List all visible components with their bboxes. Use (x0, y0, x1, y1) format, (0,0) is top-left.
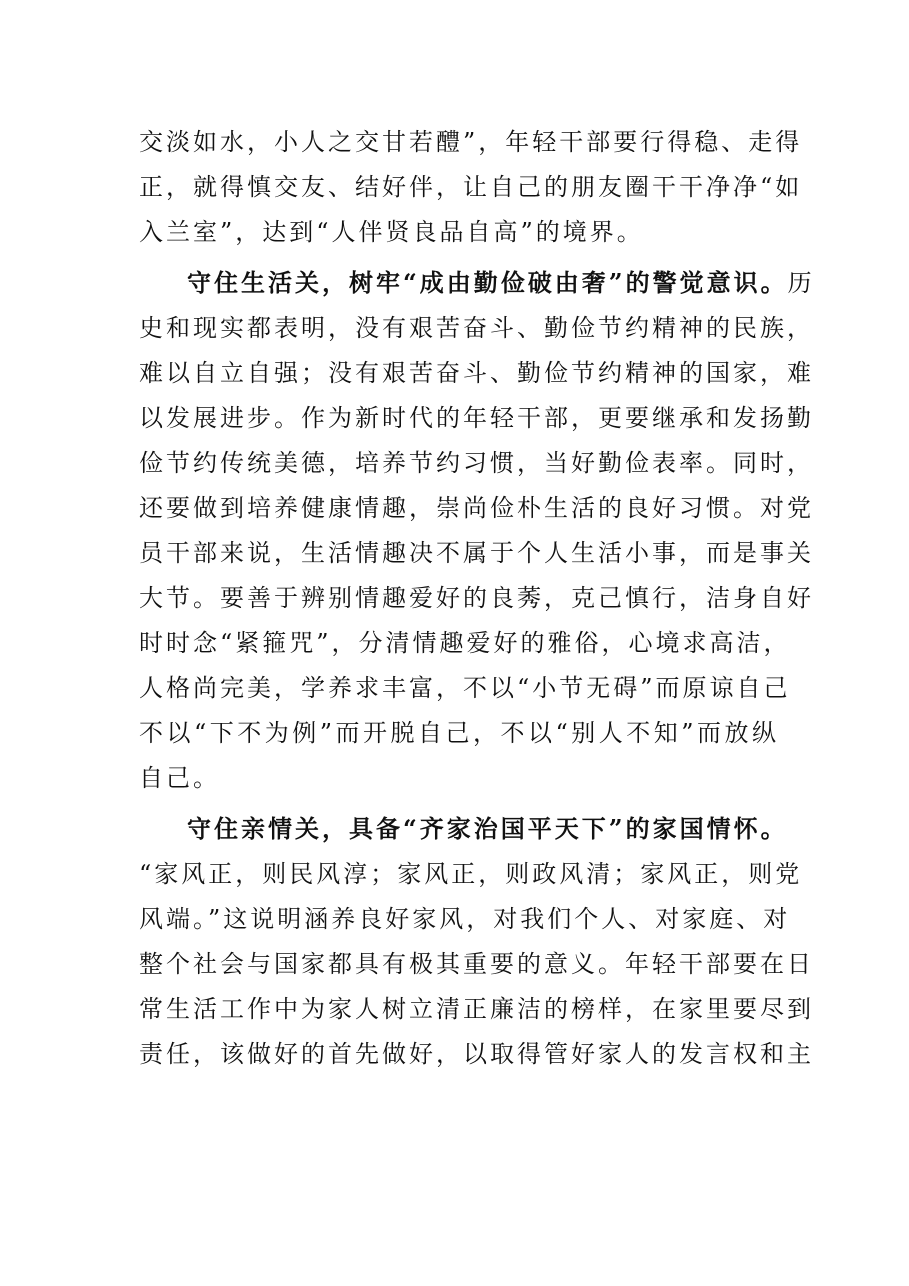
text-line: 员干部来说，生活情趣决不属于个人生活小事，而是事关 (139, 539, 814, 567)
heading-line (139, 263, 815, 303)
paragraph-1 (139, 122, 803, 252)
paragraph-2 (139, 263, 815, 798)
text-line: 正，就得慎交友、结好伴，让自己的朋友圈干干净净“如 (139, 173, 803, 201)
text-line: 交淡如水，小人之交甘若醴”，年轻干部要行得稳、走得 (139, 128, 803, 156)
document-body (139, 122, 815, 1079)
text-line: 不以“下不为例”而开脱自己，不以“别人不知”而放纵 (139, 719, 779, 747)
text-line: 时时念“紧箍咒”，分清情趣爱好的雅俗，心境求高洁， (139, 629, 791, 657)
section-heading-life: 守住生活关，树牢“成由勤俭破由奢”的警觉意识。 (187, 268, 788, 297)
text-line: “家风正，则民风淳；家风正，则政风清；家风正，则党 (139, 860, 803, 888)
text-line: 史和现实都表明，没有艰苦奋斗、勤俭节约精神的民族， (139, 314, 814, 342)
paragraph-3 (139, 809, 814, 1074)
text-line: 风端。”这说明涵养良好家风，对我们个人、对家庭、对 (139, 905, 791, 933)
text-line: 还要做到培养健康情趣，崇尚俭朴生活的良好习惯。对党 (139, 494, 814, 522)
text-line: 自己。 (139, 764, 220, 792)
text-line: 责任，该做好的首先做好，以取得管好家人的发言权和主 (139, 1040, 814, 1068)
text-line: 大节。要善于辨别情趣爱好的良莠，克己慎行，洁身自好 (139, 584, 814, 612)
text-line: 整个社会与国家都具有极其重要的意义。年轻干部要在日 (139, 950, 814, 978)
text-line: 常生活工作中为家人树立清正廉洁的榜样，在家里要尽到 (139, 995, 814, 1023)
text-line: 以发展进步。作为新时代的年轻干部，更要继承和发扬勤 (139, 404, 814, 432)
heading-tail-text: 历 (787, 269, 815, 297)
text-line: 人格尚完美，学养求丰富，不以“小节无碍”而原谅自己 (139, 674, 791, 702)
text-line: 入兰室”，达到“人伴贤良品自高”的境界。 (139, 218, 644, 246)
section-heading-family: 守住亲情关，具备“齐家治国平天下”的家国情怀。 (187, 814, 788, 843)
text-line: 俭节约传统美德，培养节约习惯，当好勤俭表率。同时， (139, 449, 814, 477)
text-line: 难以自立自强；没有艰苦奋斗、勤俭节约精神的国家，难 (139, 359, 814, 387)
